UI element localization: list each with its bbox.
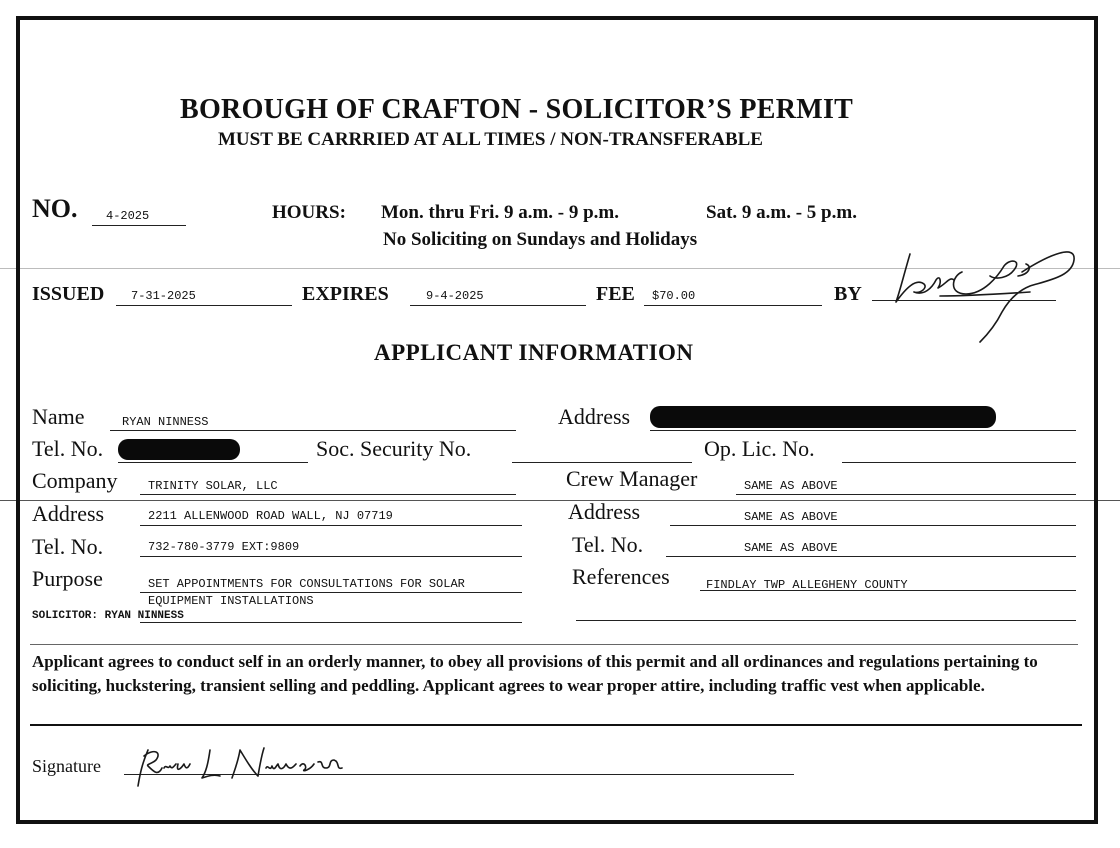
references-label: References: [572, 564, 670, 589]
crew-address-label: Address: [568, 499, 641, 524]
purpose-underline2: [140, 622, 522, 623]
references-line: [700, 590, 1076, 591]
fee-value: $70.00: [652, 289, 696, 303]
purpose-underline1: [140, 592, 522, 593]
purpose-line1: SET APPOINTMENTS FOR CONSULTATIONS FOR SOLAR: [148, 577, 465, 591]
solicitor-line: SOLICITOR: RYAN NINNESS: [32, 610, 184, 622]
purpose-label: Purpose: [32, 566, 103, 591]
hours-note: No Soliciting on Sundays and Holidays: [383, 229, 698, 250]
references-line-2: [576, 620, 1076, 621]
expires-line: [410, 305, 586, 306]
fee-line: [644, 305, 822, 306]
permit-number-line: [92, 225, 186, 226]
oplic-label: Op. Lic. No.: [704, 436, 815, 461]
issued-value: 7-31-2025: [131, 289, 196, 303]
permit-subtitle: MUST BE CARRRIED AT ALL TIMES / NON-TRANSFERABLE: [218, 129, 763, 150]
agreement-top-rule: [30, 644, 1078, 645]
crew-manager-value: SAME AS ABOVE: [744, 479, 838, 493]
by-label: BY: [834, 283, 862, 305]
company-tel-value: 732-780-3779 EXT:9809: [148, 540, 300, 554]
crew-tel-line: [666, 556, 1076, 557]
references-value: FINDLAY TWP ALLEGHENY COUNTY: [706, 578, 908, 592]
company-label: Company: [32, 468, 118, 493]
address-label: Address: [558, 404, 631, 429]
crew-tel-label: Tel. No.: [572, 532, 644, 557]
permit-number-value: 4-2025: [106, 209, 150, 223]
crew-address-line: [670, 525, 1076, 526]
company-line: [140, 494, 516, 495]
fee-label: FEE: [596, 283, 635, 305]
company-value: TRINITY SOLAR, LLC: [148, 479, 278, 493]
expires-label: EXPIRES: [302, 283, 389, 305]
official-signature: [880, 236, 1080, 346]
permit-number-label: NO.: [32, 194, 78, 223]
name-value: RYAN NINNESS: [122, 415, 209, 429]
hours-label: HOURS:: [272, 202, 346, 223]
applicant-signature: [128, 738, 368, 794]
address-line: [650, 430, 1076, 431]
expires-value: 9-4-2025: [426, 289, 484, 303]
agreement-text: Applicant agrees to conduct self in an orderly manner, to obey all provisions of this permit and all ordinances and regulations pertaining to soliciting, huckstering, transient selling and peddling. Applicant agrees to wear proper attire, including traffic vest when applicable.: [32, 652, 1038, 695]
company-tel-line: [140, 556, 522, 557]
ssn-line: [512, 462, 692, 463]
tel-redaction: [118, 439, 240, 460]
issued-label: ISSUED: [32, 283, 105, 305]
agreement-bottom-rule: [30, 724, 1082, 726]
address-redaction: [650, 406, 996, 428]
crew-manager-label: Crew Manager: [566, 466, 698, 491]
tel-line: [118, 462, 308, 463]
crew-manager-line: [736, 494, 1076, 495]
ssn-label: Soc. Security No.: [316, 436, 472, 461]
applicant-section-title: APPLICANT INFORMATION: [374, 340, 694, 365]
crew-tel-value: SAME AS ABOVE: [744, 541, 838, 555]
issued-line: [116, 305, 292, 306]
permit-title: BOROUGH OF CRAFTON - SOLICITOR’S PERMIT: [180, 94, 854, 125]
signature-label: Signature: [32, 756, 101, 776]
purpose-line2: EQUIPMENT INSTALLATIONS: [148, 594, 314, 608]
name-label: Name: [32, 404, 85, 429]
hours-weekday: Mon. thru Fri. 9 a.m. - 9 p.m.: [381, 202, 620, 223]
company-address-value: 2211 ALLENWOOD ROAD WALL, NJ 07719: [148, 509, 393, 523]
oplic-line: [842, 462, 1076, 463]
company-tel-label: Tel. No.: [32, 534, 104, 559]
company-address-line: [140, 525, 522, 526]
crew-address-value: SAME AS ABOVE: [744, 510, 838, 524]
tel-label: Tel. No.: [32, 436, 104, 461]
hours-saturday: Sat. 9 a.m. - 5 p.m.: [706, 202, 857, 223]
name-line: [110, 430, 516, 431]
company-address-label: Address: [32, 501, 105, 526]
